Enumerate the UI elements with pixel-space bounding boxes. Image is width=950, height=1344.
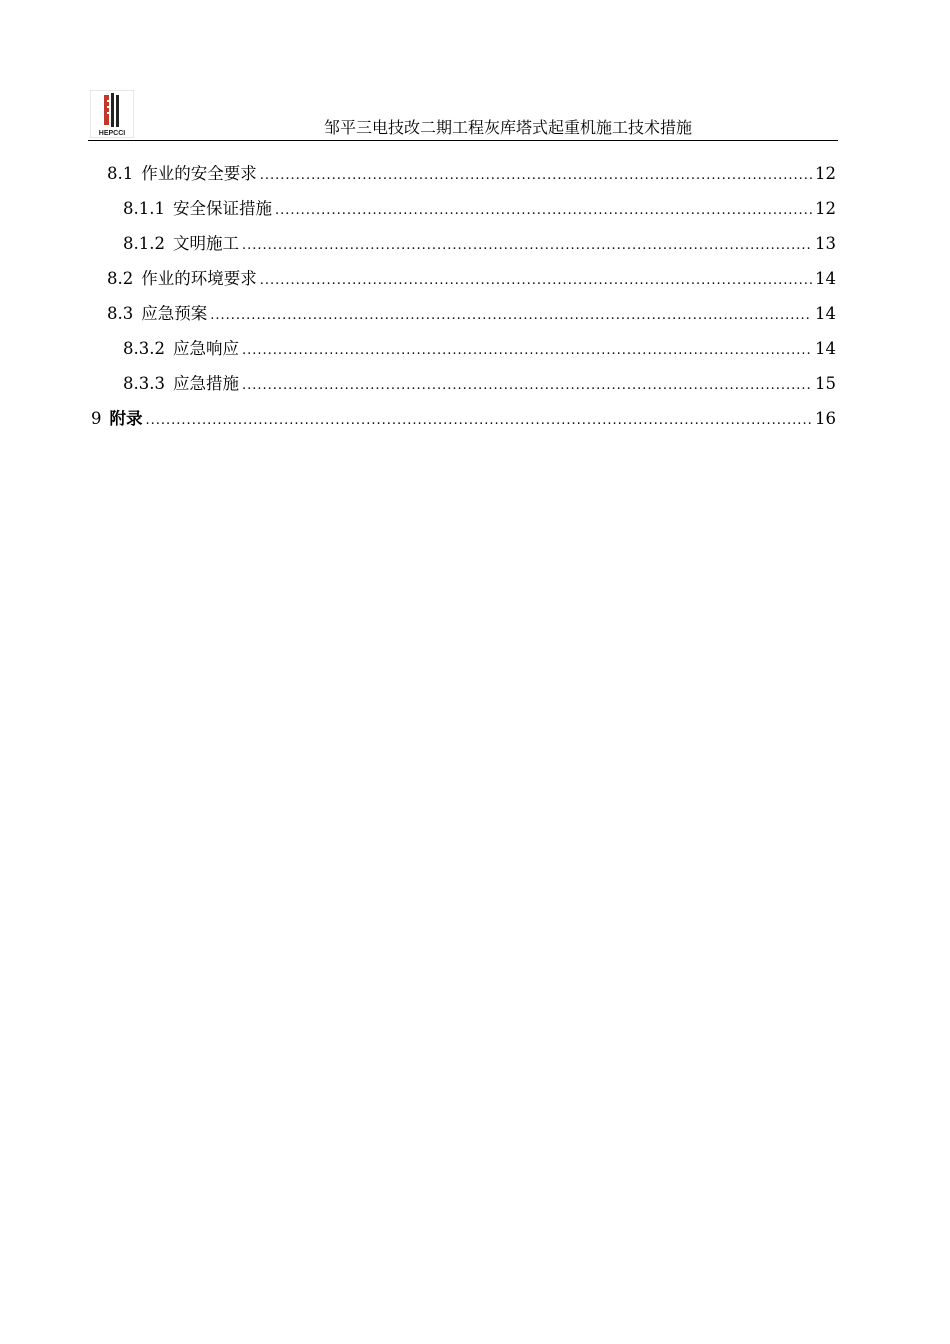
toc-leader [260, 273, 812, 288]
toc-page: 14 [815, 339, 836, 358]
toc-entry[interactable] [107, 160, 836, 186]
toc-number: 8.1.1 [123, 199, 165, 218]
toc-page: 13 [815, 234, 836, 253]
toc-page: 12 [815, 164, 836, 183]
toc-entry[interactable] [123, 230, 836, 256]
toc-title: 作业的安全要求 [141, 164, 257, 183]
toc-leader [242, 378, 812, 393]
toc-number: 8.1 [107, 164, 134, 183]
toc-title: 作业的环境要求 [141, 269, 257, 288]
toc-entry[interactable] [123, 195, 836, 221]
toc-leader [242, 238, 812, 253]
toc-number: 8.1.2 [123, 234, 165, 253]
toc-entry[interactable] [107, 265, 836, 291]
page-header [88, 88, 838, 141]
toc-page: 14 [815, 269, 836, 288]
toc-title: 附录 [109, 409, 143, 428]
toc-leader [210, 308, 812, 323]
toc-number: 9 [91, 409, 102, 428]
toc-leader [242, 343, 812, 358]
toc-title: 应急预案 [141, 304, 208, 323]
toc-page: 12 [815, 199, 836, 218]
toc-page: 14 [815, 304, 836, 323]
toc-leader [260, 168, 812, 183]
toc-entry[interactable] [91, 405, 836, 431]
toc-title: 应急响应 [172, 339, 239, 358]
toc-page: 15 [815, 374, 836, 393]
toc-number: 8.2 [107, 269, 134, 288]
toc-title: 安全保证措施 [172, 199, 272, 218]
toc-page: 16 [815, 409, 836, 428]
toc-leader [275, 203, 812, 218]
toc-entry[interactable] [123, 370, 836, 396]
toc-title: 文明施工 [172, 234, 239, 253]
toc-entry[interactable] [123, 335, 836, 361]
logo-text: HEPCCI [98, 130, 126, 137]
toc-title: 应急措施 [172, 374, 239, 393]
toc-number: 8.3 [107, 304, 134, 323]
header-title: 邹平三电技改二期工程灰库塔式起重机施工技术措施 [323, 118, 692, 137]
toc-number: 8.3.2 [123, 339, 165, 358]
toc-leader [146, 413, 813, 428]
toc-number: 8.3.3 [123, 374, 165, 393]
toc-entry[interactable] [107, 300, 836, 326]
